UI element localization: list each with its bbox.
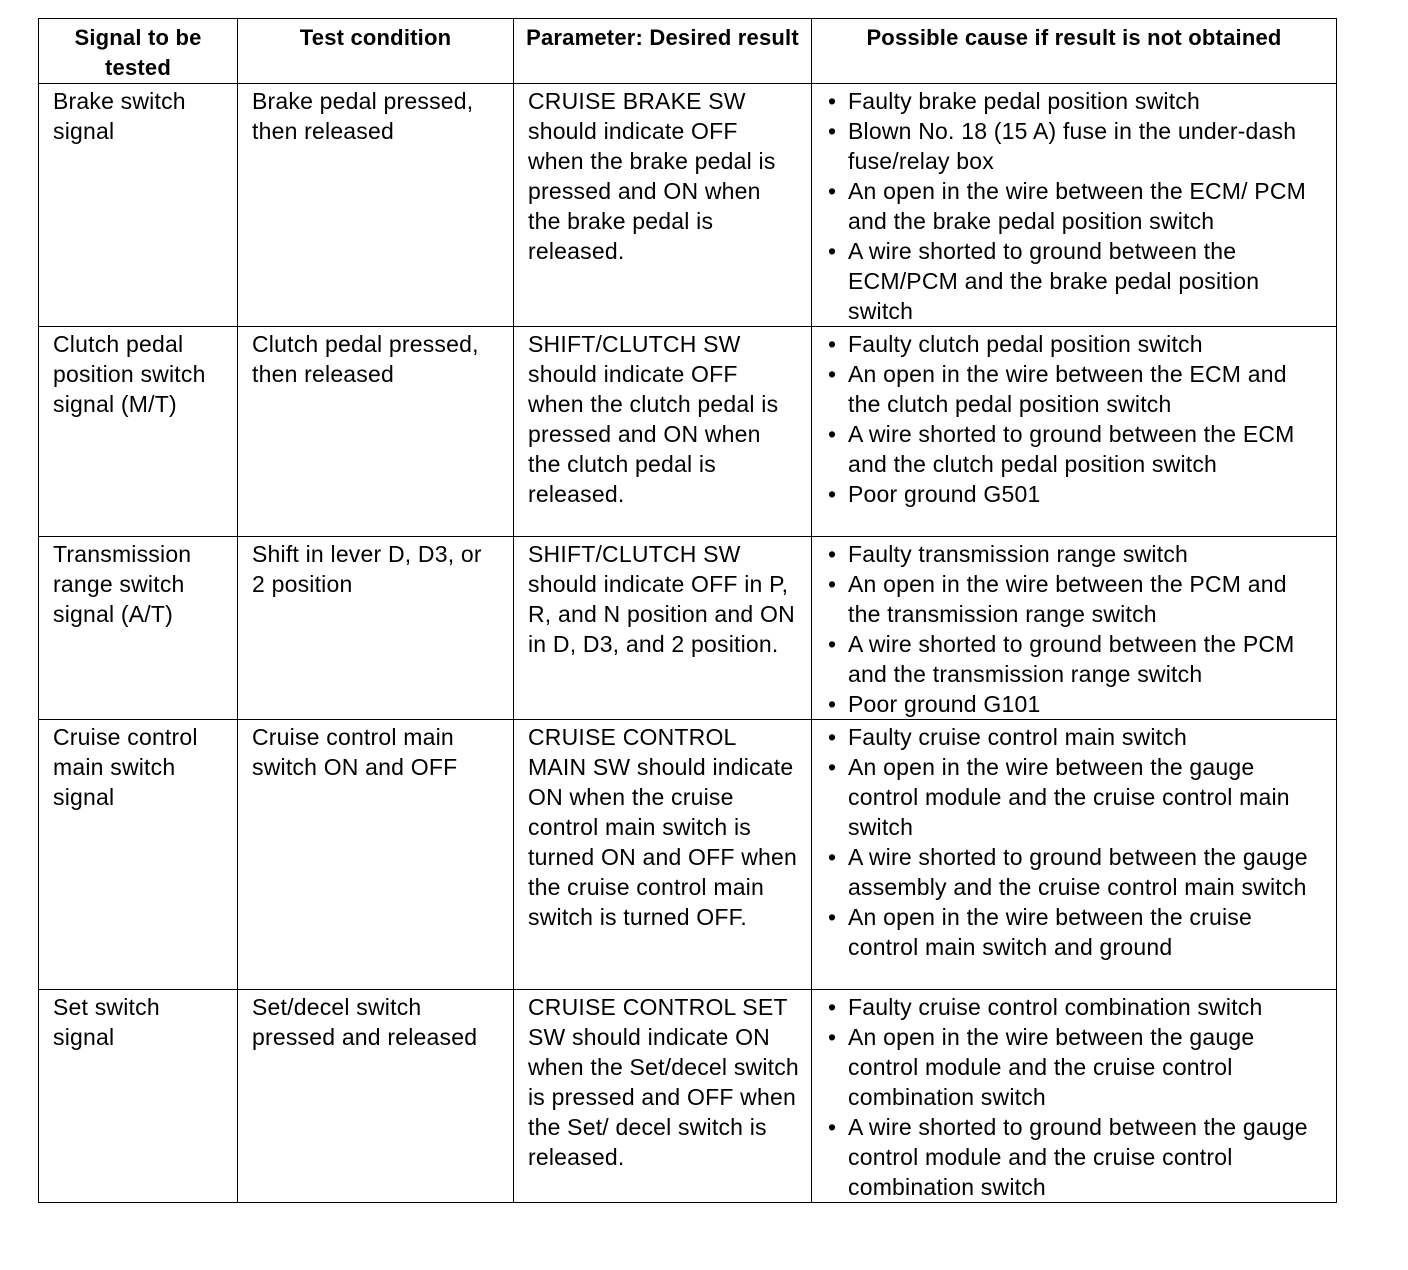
cause-text: Faulty brake pedal position switch [848,88,1200,114]
parameter-cell: CRUISE CONTROL MAIN SW should indicate ON when the cruise control main switch is turned ON and OFF when the cruise control main switch is turned OFF. [514,720,812,990]
parameter-cell: SHIFT/CLUTCH SW should indicate OFF in P, R, and N position and ON in D, D3, and 2 position. [514,537,812,720]
parameter-cell: CRUISE BRAKE SW should indicate OFF when the brake pedal is pressed and ON when the brake pedal is released. [514,84,812,327]
condition-cell: Set/decel switch pressed and released [238,990,514,1203]
diagnostic-table [38,18,1337,1203]
bullet-icon: • [828,361,837,387]
causes-cell [812,537,1337,720]
cause-item [826,1112,1324,1202]
cause-item [826,722,1324,752]
bullet-icon: • [828,994,837,1020]
table-row [39,720,1337,990]
cause-item [826,419,1324,479]
cause-item [826,629,1324,689]
cause-text: A wire shorted to ground between the ECM and the clutch pedal position switch [848,421,1295,477]
bullet-icon: • [828,331,837,357]
signal-cell: Cruise control main switch signal [39,720,238,990]
condition-cell: Clutch pedal pressed, then released [238,327,514,537]
cause-item [826,569,1324,629]
header-causes: Possible cause if result is not obtained [812,19,1337,84]
condition-cell: Brake pedal pressed, then released [238,84,514,327]
causes-cell [812,84,1337,327]
cause-text: An open in the wire between the PCM and the transmission range switch [848,571,1287,627]
cause-item [826,176,1324,236]
condition-cell: Shift in lever D, D3, or 2 position [238,537,514,720]
bullet-icon: • [828,1114,837,1140]
cause-text: An open in the wire between the ECM and the clutch pedal position switch [848,361,1287,417]
cause-item [826,689,1324,719]
signal-cell: Clutch pedal position switch signal (M/T) [39,327,238,537]
bullet-icon: • [828,238,837,264]
condition-cell: Cruise control main switch ON and OFF [238,720,514,990]
table-row [39,537,1337,720]
bullet-icon: • [828,904,837,930]
cause-text: A wire shorted to ground between the gauge control module and the cruise control combination switch [848,1114,1308,1200]
bullet-icon: • [828,178,837,204]
bullet-icon: • [828,844,837,870]
cause-item [826,86,1324,116]
cause-text: Poor ground G101 [848,691,1041,717]
cause-item [826,1022,1324,1112]
cause-text: An open in the wire between the gauge control module and the cruise control combination switch [848,1024,1255,1110]
cause-text: Poor ground G501 [848,481,1041,507]
bullet-icon: • [828,691,837,717]
cause-text: An open in the wire between the cruise control main switch and ground [848,904,1252,960]
cause-text: Faulty clutch pedal position switch [848,331,1203,357]
causes-cell [812,720,1337,990]
causes-list [826,722,1324,962]
cause-text: A wire shorted to ground between the ECM/PCM and the brake pedal position switch [848,238,1260,324]
bullet-icon: • [828,88,837,114]
cause-text: An open in the wire between the gauge control module and the cruise control main switch [848,754,1290,840]
causes-list [826,86,1324,326]
header-condition: Test condition [238,19,514,84]
cause-text: An open in the wire between the ECM/ PCM and the brake pedal position switch [848,178,1307,234]
bullet-icon: • [828,754,837,780]
cause-text: Faulty transmission range switch [848,541,1189,567]
causes-list [826,329,1324,509]
cause-item [826,329,1324,359]
signal-cell: Set switch signal [39,990,238,1203]
cause-text: A wire shorted to ground between the gauge assembly and the cruise control main switch [848,844,1308,900]
bullet-icon: • [828,421,837,447]
table-row [39,84,1337,327]
cause-item [826,992,1324,1022]
bullet-icon: • [828,724,837,750]
bullet-icon: • [828,1024,837,1050]
cause-item [826,116,1324,176]
cause-item [826,236,1324,326]
table-row [39,990,1337,1203]
parameter-cell: CRUISE CONTROL SET SW should indicate ON when the Set/decel switch is pressed and OFF when the Set/ decel switch is released. [514,990,812,1203]
bullet-icon: • [828,118,837,144]
bullet-icon: • [828,571,837,597]
document-sheet [38,18,1336,1203]
causes-cell [812,990,1337,1203]
bullet-icon: • [828,481,837,507]
cause-text: Blown No. 18 (15 A) fuse in the under-dash fuse/relay box [848,118,1297,174]
cause-item [826,539,1324,569]
cause-item [826,842,1324,902]
parameter-cell: SHIFT/CLUTCH SW should indicate OFF when the clutch pedal is pressed and ON when the clutch pedal is released. [514,327,812,537]
cause-item [826,479,1324,509]
bullet-icon: • [828,541,837,567]
header-signal: Signal to be tested [39,19,238,84]
signal-cell: Brake switch signal [39,84,238,327]
causes-cell [812,327,1337,537]
cause-text: Faulty cruise control combination switch [848,994,1263,1020]
causes-list [826,992,1324,1202]
cause-item [826,902,1324,962]
table-body [39,84,1337,1203]
header-row [39,19,1337,84]
cause-item [826,359,1324,419]
header-parameter: Parameter: Desired result [514,19,812,84]
cause-text: Faulty cruise control main switch [848,724,1187,750]
bullet-icon: • [828,631,837,657]
table-row [39,327,1337,537]
cause-text: A wire shorted to ground between the PCM and the transmission range switch [848,631,1295,687]
cause-item [826,752,1324,842]
signal-cell: Transmission range switch signal (A/T) [39,537,238,720]
causes-list [826,539,1324,719]
